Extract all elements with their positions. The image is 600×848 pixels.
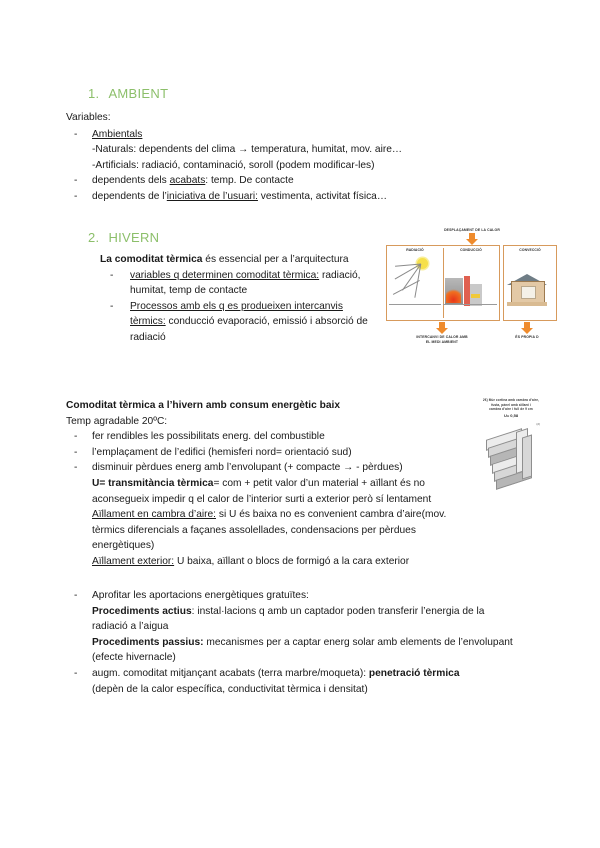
acabats-pre: dependents dels <box>92 175 170 187</box>
figure-bottom-label-left-line1: INTERCANVI DE CALOR AMB <box>416 335 468 339</box>
wall-caption-line1: 2€) Múr cortina amb cambra d’aire, <box>482 398 540 402</box>
temp-agradable-label: Temp agradable 20ºC: <box>66 415 168 427</box>
processos-intercanvis-label: Processos amb els q es produeixen intercanvis tèrmics: <box>130 300 343 328</box>
list-item <box>66 666 518 697</box>
section-1-list <box>66 127 496 205</box>
transmitancia-block <box>66 476 478 507</box>
comoditat-intro <box>100 252 370 268</box>
wall-caption-line3: cambra d’aire i full de 9 cm <box>489 407 533 412</box>
cambra-aire-label: Aïllament en cambra d’aire: <box>92 509 217 521</box>
list-item <box>100 299 370 346</box>
section-3-heading: Comoditat tèrmica a l’hivern amb consum energètic baix <box>66 400 341 411</box>
comoditat-intro-rest: és essencial per a l’arquitectura <box>202 254 349 265</box>
procediments-passius-block <box>66 635 518 666</box>
variables-label: Variables: <box>66 112 111 123</box>
figure-bottom-label-left-line2: EL MEDI AMBIENT <box>425 340 459 344</box>
aillament-exterior-label: Aïllament exterior: <box>92 555 175 567</box>
section-3-body <box>66 398 478 570</box>
ambientals-subline-naturals: -Naturals: dependents del clima → temperatura, humitat, mov. aire… <box>92 144 403 156</box>
list-item <box>66 189 496 205</box>
arrow-down-icon <box>521 322 534 334</box>
procediments-passius-rest: mecanismes per a captar energ solar amb elements de l’envolupant (efecte hivernacle) <box>92 636 513 664</box>
arrow-down-icon <box>436 322 449 334</box>
iniciativa-label: iniciativa de l’usuari: <box>166 190 258 202</box>
list-item <box>100 268 370 299</box>
panel-label-radiacio: RADIACIÓ <box>406 248 424 252</box>
radiation-conduction-art <box>387 252 499 310</box>
variables-determinants-rest: radiació, humitat, temp de contacte <box>130 269 361 297</box>
cambra-aire-block <box>66 507 478 554</box>
figure-panels <box>386 245 558 321</box>
section-2-title: HIVERN <box>108 230 160 245</box>
section-1-body <box>66 110 496 205</box>
ambientals-subline-artificials: -Artificials: radiació, contaminació, soroll (podem modificar-les) <box>92 159 375 171</box>
ground-line <box>389 304 441 305</box>
section-1-title: AMBIENT <box>108 86 169 101</box>
panel-label-conveccio: CONVECCIÓ <box>519 248 541 252</box>
section-2-body <box>100 252 370 346</box>
variables-determinants-label: variables q determinen comoditat tèrmica: <box>130 269 320 281</box>
heat-transfer-figure <box>386 228 558 366</box>
transmitancia-rest: = com + petit valor d’un material + aïllant és no aconsegueix impedir q el calor de l’interior surti a exterior però sí lentament <box>92 477 432 505</box>
penetracio-termica-label: penetració tèrmica <box>368 667 460 679</box>
acabats-label: acabats <box>169 175 206 187</box>
list-item: - l’emplaçament de l’edifici (hemisferi nord= orientació sud) <box>66 445 478 461</box>
list-item <box>66 173 496 189</box>
acabats-post: : temp. De contacte <box>205 175 294 187</box>
section-2-heading <box>88 230 159 245</box>
processos-intercanvis-rest: conducció evaporació, emissió i absorció de radiació <box>130 316 368 343</box>
ambientals-label: Ambientals <box>92 128 143 140</box>
iniciativa-pre: dependents de l’ <box>92 190 167 202</box>
aillament-exterior-block <box>66 554 478 570</box>
section-2-list <box>100 268 370 346</box>
section-1-number: 1. <box>88 86 100 101</box>
wall-detail-label: (2) <box>536 421 540 426</box>
list-item: - Aprofitar les aportacions energètiques gratuïtes: <box>66 588 518 604</box>
section-2-number: 2. <box>88 230 100 245</box>
procediments-actius-block <box>66 604 518 635</box>
list-item <box>66 460 478 476</box>
list-item <box>66 127 496 174</box>
list-item: - fer rendibles les possibilitats energ. del combustible <box>66 429 478 445</box>
section-4-list-2 <box>66 666 518 697</box>
arrow-down-icon <box>466 233 479 245</box>
procediments-actius-rest: : instal·lacions q amb un captador poden transferir l’energia de la radiació a l’aigua <box>92 605 485 633</box>
conduction-art <box>443 252 499 310</box>
penetracio-post: (depèn de la calor específica, conductivitat tèrmica i densitat) <box>92 683 368 695</box>
section-4-body <box>66 588 518 697</box>
section-4-list <box>66 588 518 604</box>
panel-radiacio-conduccio <box>386 245 500 321</box>
section-3-list <box>66 429 478 476</box>
wall-u-value: U= 0,58 <box>503 412 519 418</box>
transmitancia-label: U= transmitància tèrmica <box>92 477 214 489</box>
figure-top-label: DESPLAÇAMENT DE LA CALOR <box>444 228 500 232</box>
wall-section-figure <box>474 398 548 502</box>
comoditat-intro-bold: La comoditat tèrmica <box>100 254 203 265</box>
disminuir-perdues-text: disminuir pèrdues energ amb l’envolupant (+ compacte → - pèrdues) <box>92 462 403 474</box>
wall-section-drawing <box>478 420 544 490</box>
penetracio-pre: augm. comoditat mitjançant acabats (terra marbre/moqueta): <box>92 667 369 679</box>
aillament-exterior-rest: U baixa, aïllant o blocs de formigó a la cara exterior <box>174 555 410 567</box>
procediments-passius-label: Procediments passius: <box>92 636 204 648</box>
section-1-heading <box>88 86 168 101</box>
wall-caption-line2: fusta, pànel amb aïllant i <box>491 402 531 407</box>
procediments-actius-label: Procediments actius <box>92 605 192 617</box>
iniciativa-post: vestimenta, activitat física… <box>257 190 388 202</box>
convection-art <box>504 252 556 310</box>
panel-label-conduccio: CONDUCCIÓ <box>460 248 482 252</box>
figure-bottom-label-right: ÉS PROPIA D <box>515 335 539 339</box>
cambra-aire-rest: si U és baixa no es convenient cambra d’aire(mov. tèrmics diferencials a façanes assolellades, condensacions per pèrdues energètiques) <box>92 509 447 552</box>
panel-conveccio <box>503 245 557 321</box>
